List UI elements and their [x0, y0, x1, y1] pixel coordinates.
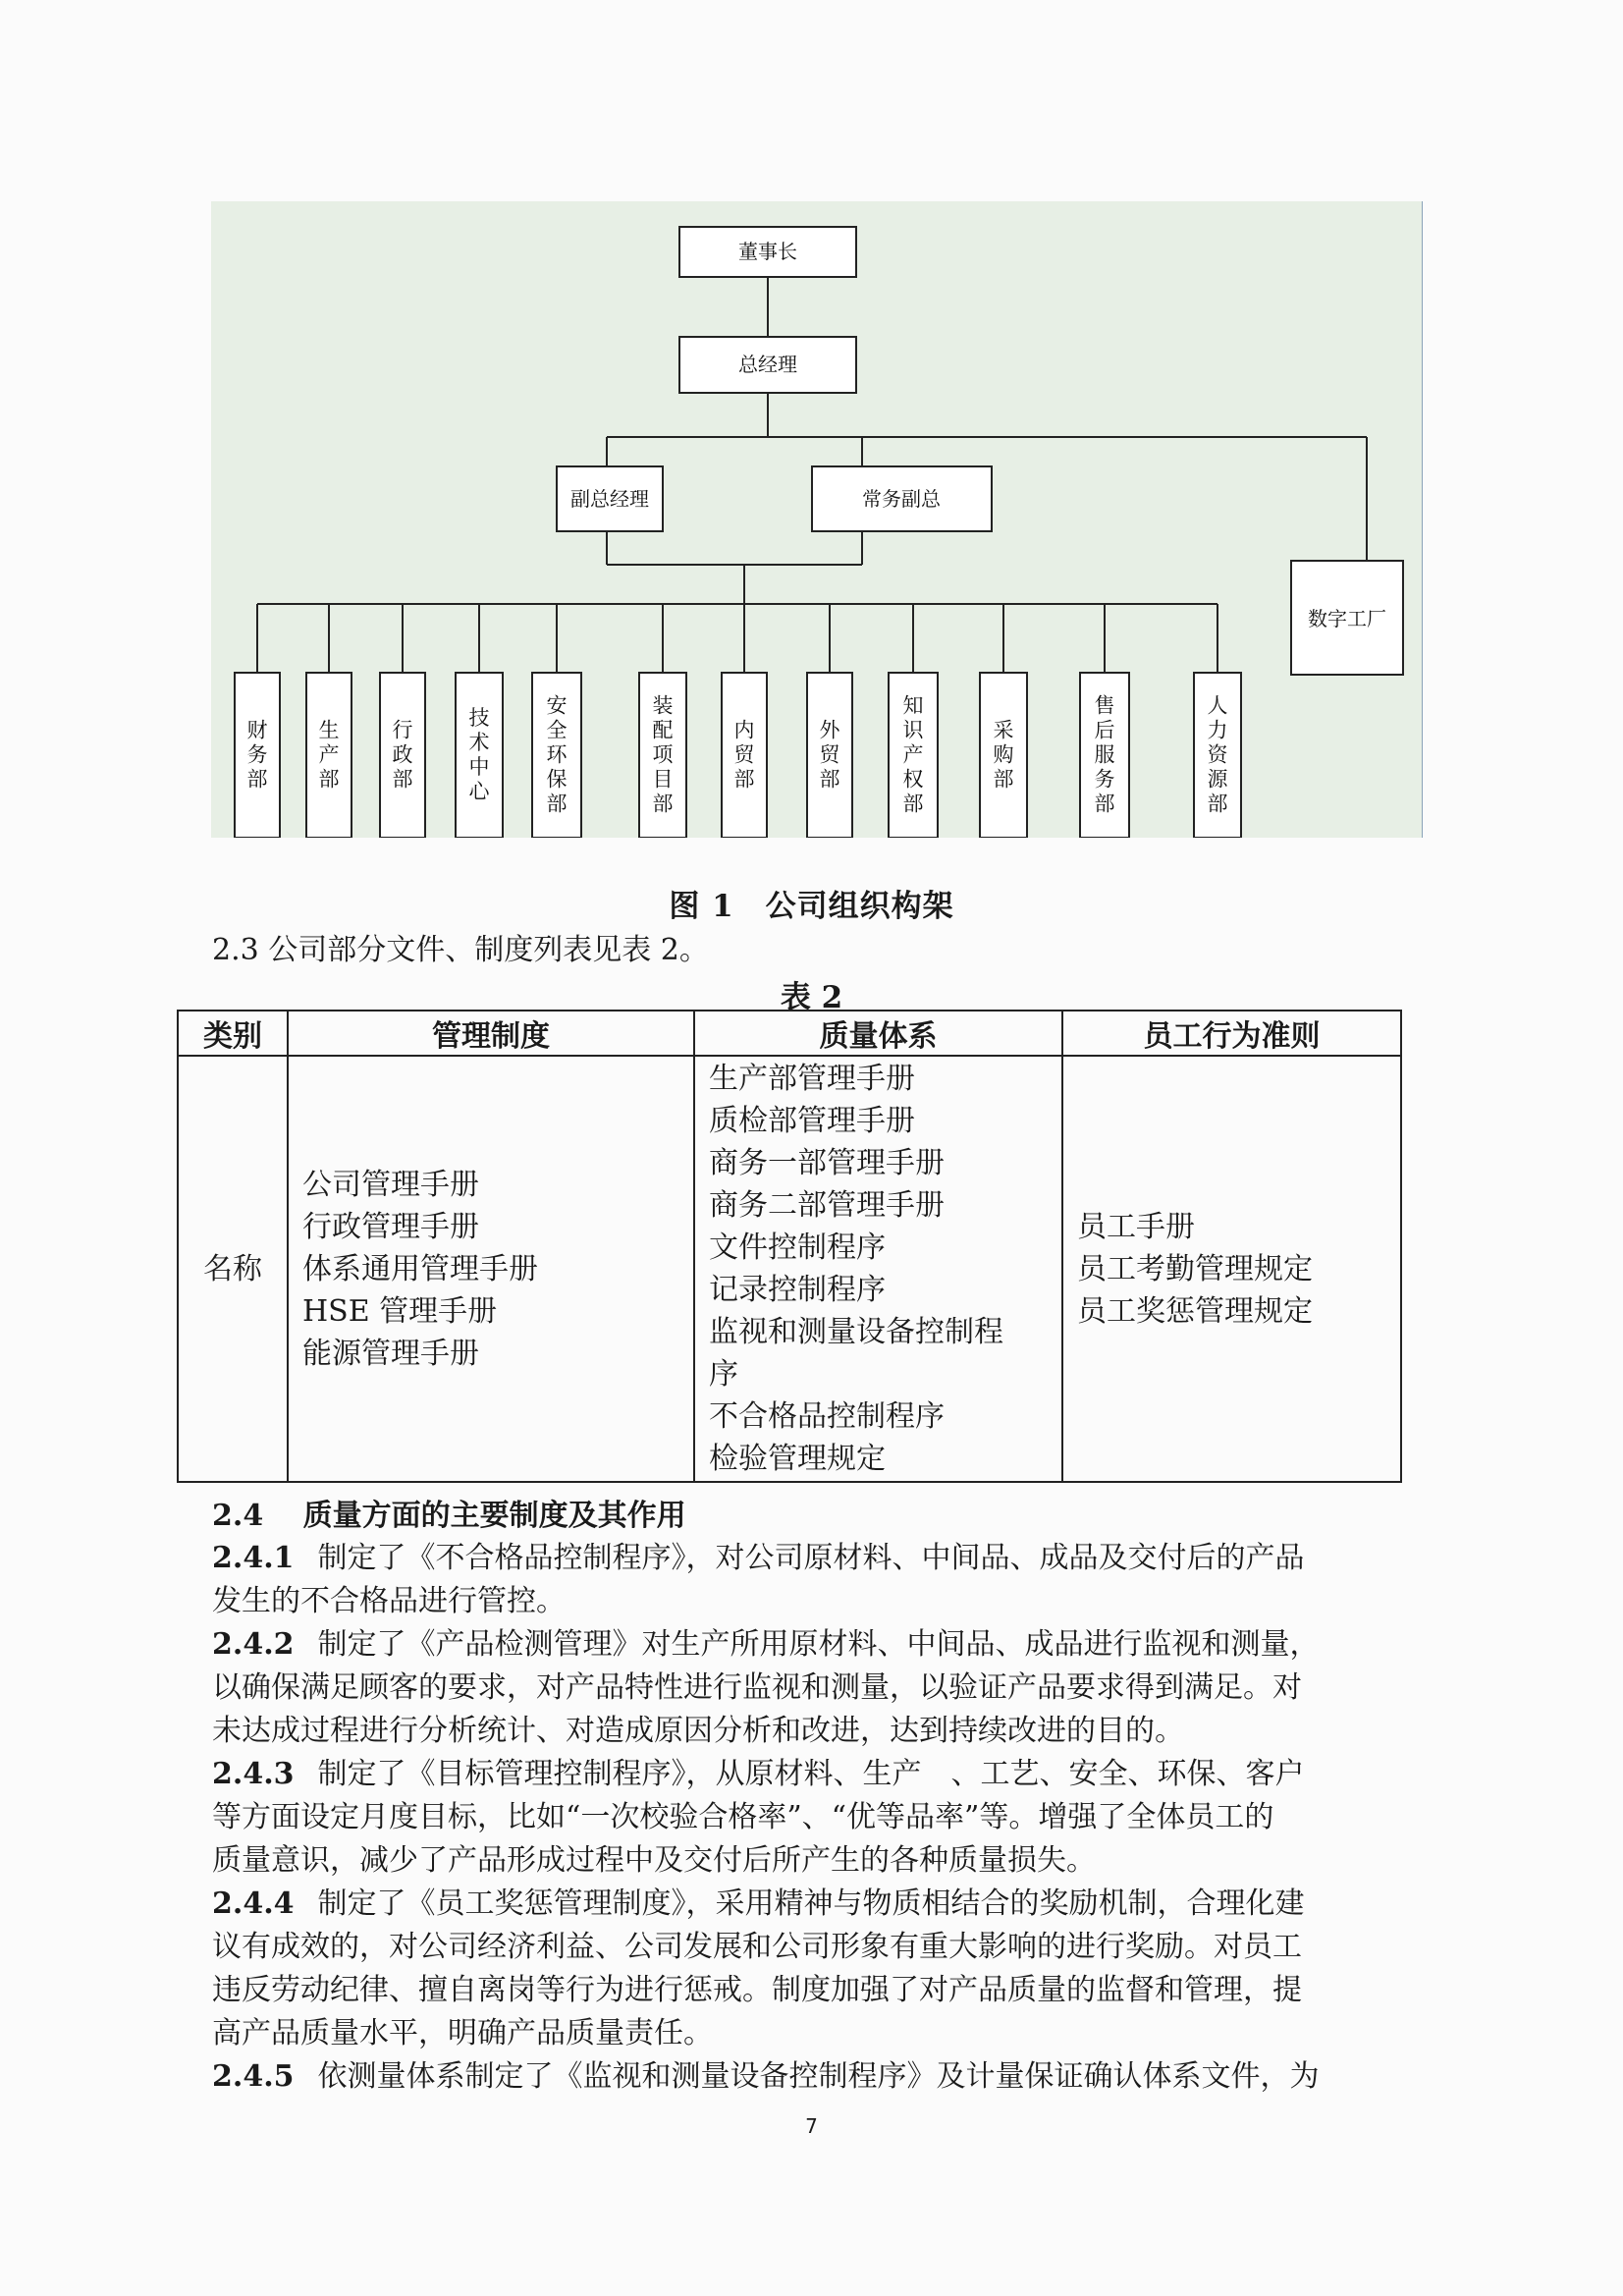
conduct-item: 员工手册 — [1077, 1209, 1195, 1244]
conduct-item: 员工奖惩管理规定 — [1077, 1293, 1313, 1329]
paragraph-text: 发生的不合格品进行管控。 — [212, 1584, 566, 1618]
table-header-row — [178, 1011, 1401, 1056]
paragraph-text: 制定了《员工奖惩管理制度》，采用精神与物质相结合的奖励机制，合理化建 — [317, 1886, 1305, 1921]
paragraph-text: 未达成过程进行分析统计、对造成原因分析和改进，达到持续改进的目的。 — [212, 1714, 1184, 1748]
department-node — [532, 673, 581, 838]
paragraph-line — [212, 1663, 1302, 1706]
paragraph-line — [212, 1879, 1305, 1922]
header-conduct: 员工行为准则 — [1062, 1011, 1401, 1056]
quality-item: 不合格品控制程序 — [709, 1399, 945, 1434]
department-node — [722, 673, 767, 838]
department-node — [980, 673, 1027, 838]
paragraph-number: 2.4.4 — [212, 1886, 295, 1921]
digital-factory-node: 数字工厂 — [1308, 607, 1386, 630]
paragraph-line — [212, 2051, 1320, 2095]
conduct-cell — [1062, 1056, 1401, 1482]
department-label: 售后服务部 — [1094, 693, 1115, 816]
chairman-node: 董事长 — [738, 240, 797, 263]
quality-item: 生产部管理手册 — [709, 1062, 915, 1096]
quality-item: 文件控制程序 — [709, 1230, 886, 1265]
row-label: 名称 — [178, 1056, 288, 1482]
general-manager-node: 总经理 — [738, 353, 797, 376]
department-node — [235, 673, 280, 838]
paragraph-text: 等方面设定月度目标，比如“一次校验合格率”、“优等品率”等。增强了全体员工的 — [212, 1800, 1274, 1834]
quality-item: 记录控制程序 — [709, 1273, 886, 1307]
header-management: 管理制度 — [288, 1011, 694, 1056]
page-number: 7 — [805, 2114, 818, 2138]
paragraph-line — [212, 1922, 1302, 1965]
department-node — [456, 673, 503, 838]
section-2-4-number: 2.4 — [212, 1499, 264, 1533]
paragraph-text: 质量意识，减少了产品形成过程中及交付后所产生的各种质量损失。 — [212, 1843, 1096, 1878]
figure-caption: 图 1 公司组织构架 — [669, 889, 954, 924]
paragraph-line — [212, 1619, 1320, 1663]
paragraph-line — [212, 2008, 713, 2051]
executive-deputy-node: 常务副总 — [862, 487, 941, 511]
paragraph-text: 以确保满足顾客的要求，对产品特性进行监视和测量，以验证产品要求得到满足。对 — [212, 1670, 1302, 1705]
quality-item: 商务一部管理手册 — [709, 1146, 945, 1180]
management-item: 公司管理手册 — [302, 1167, 479, 1202]
department-label: 生产部 — [318, 718, 340, 792]
quality-item: 质检部管理手册 — [709, 1104, 915, 1138]
paragraph-text: 制定了《产品检测管理》对生产所用原材料、中间品、成品进行监视和测量， — [317, 1627, 1320, 1662]
department-label: 财务部 — [246, 718, 268, 792]
quality-cell — [694, 1056, 1062, 1482]
department-node — [1080, 673, 1129, 838]
department-label: 采购部 — [993, 718, 1014, 792]
department-node — [1194, 673, 1241, 838]
department-node — [807, 673, 852, 838]
department-label: 外贸部 — [819, 718, 840, 792]
paragraph-number: 2.4.3 — [212, 1757, 295, 1791]
department-label: 人力资源部 — [1207, 693, 1228, 816]
quality-item: 商务二部管理手册 — [709, 1188, 945, 1223]
management-cell — [288, 1056, 694, 1482]
paragraph-line — [212, 1576, 566, 1619]
table-row — [178, 1056, 1401, 1482]
department-node — [380, 673, 425, 838]
quality-item: 检验管理规定 — [709, 1442, 886, 1476]
department-label: 技术中心 — [468, 706, 490, 803]
section-2-4-heading — [212, 1491, 686, 1534]
table-title: 表 2 — [780, 980, 843, 1015]
paragraph-line — [212, 1835, 1096, 1879]
department-node — [306, 673, 352, 838]
management-item: 能源管理手册 — [302, 1336, 479, 1371]
header-category: 类别 — [178, 1011, 288, 1056]
paragraph-text: 制定了《目标管理控制程序》，从原材料、生产 、工艺、安全、环保、客户 — [317, 1757, 1305, 1791]
paragraph-line — [212, 1533, 1305, 1576]
department-label: 安全环保部 — [546, 693, 568, 816]
paragraph-text: 违反劳动纪律、擅自离岗等行为进行惩戒。制度加强了对产品质量的监督和管理，提 — [212, 1973, 1302, 2007]
management-item: HSE 管理手册 — [302, 1293, 498, 1329]
paragraph-line — [212, 1792, 1273, 1835]
paragraph-line — [212, 1706, 1184, 1749]
org-chart — [211, 201, 1423, 838]
management-item: 体系通用管理手册 — [302, 1251, 538, 1286]
department-nodes — [235, 673, 1241, 838]
paragraph-line — [212, 1965, 1302, 2008]
paragraph-text: 议有成效的，对公司经济利益、公司发展和公司形象有重大影响的进行奖励。对员工 — [212, 1930, 1302, 1964]
department-label: 行政部 — [392, 718, 413, 792]
paragraph-text: 制定了《不合格品控制程序》，对公司原材料、中间品、成品及交付后的产品 — [317, 1541, 1305, 1575]
department-label: 知识产权部 — [902, 693, 924, 816]
conduct-item: 员工考勤管理规定 — [1077, 1251, 1313, 1286]
deputy-gm-node: 副总经理 — [570, 487, 649, 511]
department-label: 内贸部 — [733, 718, 755, 792]
paragraph-number: 2.4.2 — [212, 1627, 295, 1662]
paragraph-number: 2.4.5 — [212, 2059, 295, 2094]
paragraph-line — [212, 1749, 1305, 1792]
section-2-3-text: 2.3 公司部分文件、制度列表见表 2。 — [212, 933, 709, 967]
department-node — [889, 673, 938, 838]
paragraph-text: 依测量体系制定了《监视和测量设备控制程序》及计量保证确认体系文件，为 — [317, 2059, 1320, 2094]
quality-item: 序 — [709, 1357, 738, 1392]
department-label: 装配项目部 — [652, 693, 674, 816]
paragraph-text: 高产品质量水平，明确产品质量责任。 — [212, 2016, 713, 2050]
header-quality: 质量体系 — [694, 1011, 1062, 1056]
paragraph-number: 2.4.1 — [212, 1541, 295, 1575]
section-2-4-title: 质量方面的主要制度及其作用 — [302, 1499, 686, 1533]
regulations-table — [177, 1010, 1402, 1483]
department-node — [639, 673, 686, 838]
quality-item: 监视和测量设备控制程 — [709, 1315, 1003, 1349]
management-item: 行政管理手册 — [302, 1209, 479, 1244]
org-chart-svg — [211, 201, 1422, 838]
